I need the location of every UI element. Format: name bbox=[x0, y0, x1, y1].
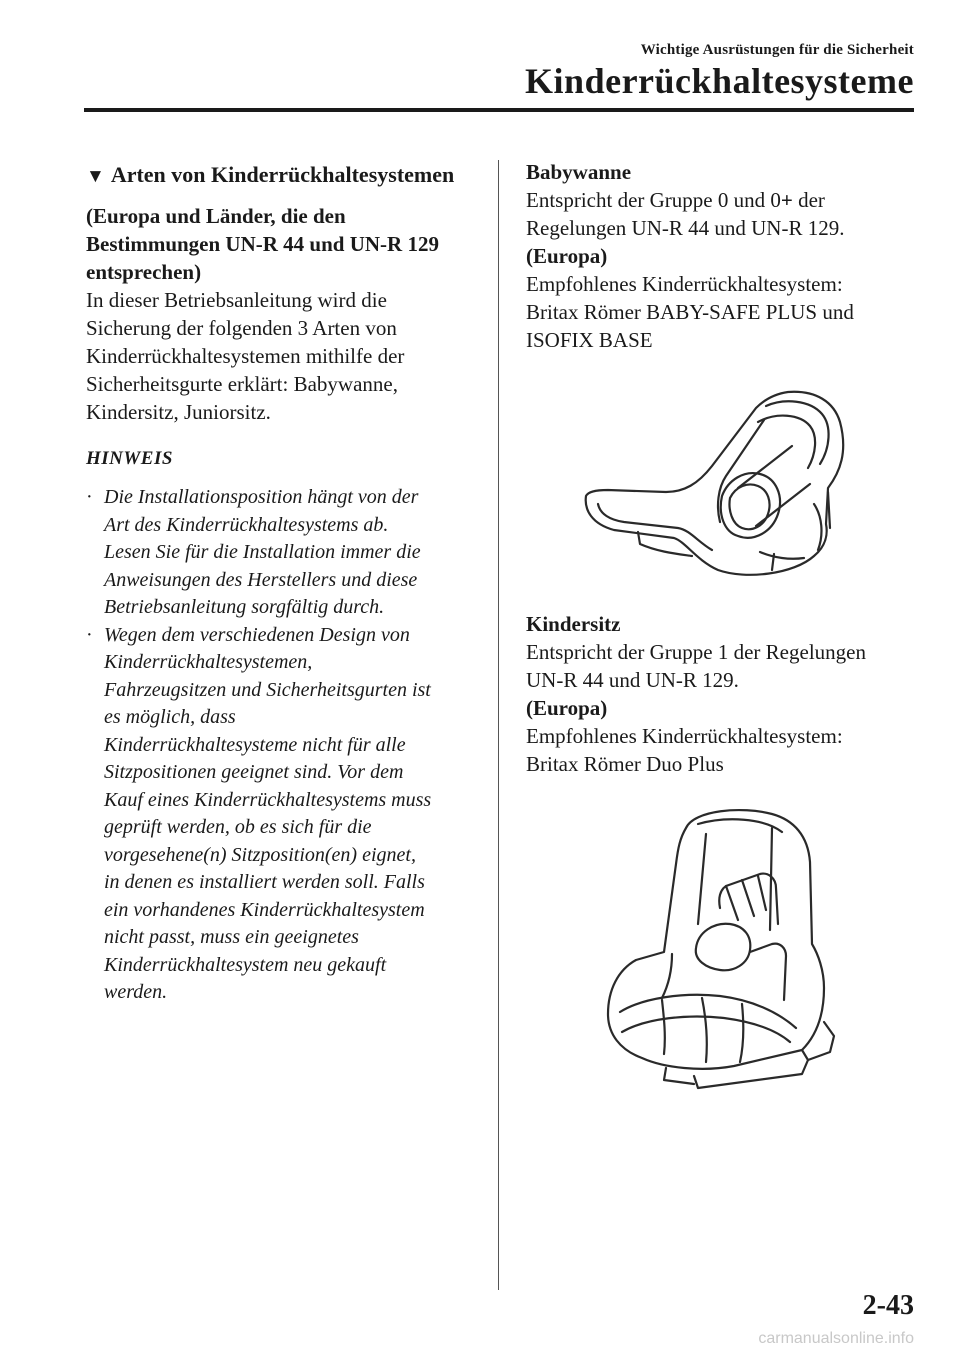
note-line: Lesen Sie für die Installation immer die bbox=[104, 541, 421, 563]
bullet-dot-icon: · bbox=[86, 623, 93, 646]
note-line: geprüft werden, ob es sich für die bbox=[104, 816, 372, 838]
page-number: 2-43 bbox=[862, 1290, 914, 1321]
column-divider bbox=[498, 160, 499, 1290]
region-heading bbox=[86, 202, 478, 286]
kindersitz-title: Kindersitz bbox=[526, 612, 621, 636]
note-line: Wegen dem verschiedenen Design von bbox=[104, 623, 410, 646]
note-line: Kinderrückhaltesysteme nicht für alle bbox=[104, 733, 406, 756]
note-label: HINWEIS bbox=[86, 448, 173, 469]
babywanne-recommendation bbox=[526, 270, 916, 354]
baby-carrier-illustration bbox=[578, 384, 868, 584]
note-line: Die Installationsposition hängt von der bbox=[104, 486, 419, 508]
note-line: Betriebsanleitung sorgfältig durch. bbox=[104, 596, 385, 618]
note-item bbox=[86, 484, 478, 622]
note-line: Kinderrückhaltesystem neu gekauft bbox=[104, 953, 387, 976]
babywanne-title: Babywanne bbox=[526, 160, 632, 184]
note-line: nicht passt, muss ein geeignetes bbox=[104, 926, 359, 948]
header-rule bbox=[84, 108, 914, 112]
note-line: Sitzpositionen geeignet sind. Vor dem bbox=[104, 761, 404, 783]
recommendation-line: Empfohlenes Kinderrückhaltesystem: bbox=[526, 272, 843, 296]
kindersitz-region: (Europa) bbox=[526, 696, 608, 720]
note-line: Fahrzeugsitzen und Sicherheitsgurten ist bbox=[104, 678, 431, 701]
header-subtitle: Wichtige Ausrüstungen für die Sicherheit bbox=[640, 42, 914, 58]
kindersitz-regulation-line: UN-R 44 und UN-R 129. bbox=[526, 668, 739, 692]
right-column bbox=[526, 158, 916, 1094]
intro-line: Kindersitz, Juniorsitz. bbox=[86, 400, 271, 424]
page-title: Kinderrückhaltesysteme bbox=[525, 61, 914, 101]
note-line: ein vorhandenes Kinderrückhaltesystem bbox=[104, 898, 425, 921]
plus-icon: + bbox=[780, 188, 793, 212]
left-column bbox=[86, 158, 478, 1007]
intro-line: In dieser Betriebsanleitung wird die bbox=[86, 288, 387, 312]
note-line: es möglich, dass bbox=[104, 706, 236, 728]
section-title bbox=[86, 158, 478, 194]
region-heading-line: Bestimmungen UN-R 44 und UN-R 129 bbox=[86, 232, 439, 256]
babywanne-group-text: Entspricht der Gruppe 0 und 0 bbox=[526, 188, 781, 212]
intro-line: Sicherheitsgurte erklärt: Babywanne, bbox=[86, 372, 398, 396]
note-line: Kinderrückhaltesystemen, bbox=[104, 651, 313, 673]
section-title-text: Arten von Kinderrückhaltesystemen bbox=[110, 162, 455, 187]
footer-watermark: carmanualsonline.info bbox=[758, 1330, 914, 1347]
note-item bbox=[86, 622, 478, 1007]
note-line: Art des Kinderrückhaltesystems ab. bbox=[104, 513, 389, 536]
intro-line: Kinderrückhaltesystemen mithilfe der bbox=[86, 344, 405, 368]
child-seat-illustration bbox=[602, 804, 842, 1094]
intro-paragraph bbox=[86, 286, 478, 426]
recommendation-line: Britax Römer BABY-SAFE PLUS und bbox=[526, 300, 854, 324]
recommendation-line: Britax Römer Duo Plus bbox=[526, 752, 724, 776]
note-line: werden. bbox=[104, 981, 168, 1003]
region-heading-line: (Europa und Länder, die den bbox=[86, 204, 346, 228]
note-line: in denen es installiert werden soll. Falls bbox=[104, 871, 425, 893]
babywanne-regulation-line: Regelungen UN-R 44 und UN-R 129. bbox=[526, 216, 845, 240]
triangle-down-icon: ▼ bbox=[86, 166, 105, 187]
recommendation-line: ISOFIX BASE bbox=[526, 328, 653, 352]
kindersitz-group-line: Entspricht der Gruppe 1 der Regelungen bbox=[526, 640, 866, 664]
note-line: vorgesehene(n) Sitzposition(en) eignet, bbox=[104, 843, 416, 866]
recommendation-line: Empfohlenes Kinderrückhaltesystem: bbox=[526, 724, 843, 748]
kindersitz-recommendation bbox=[526, 722, 916, 778]
babywanne-region: (Europa) bbox=[526, 244, 608, 268]
babywanne-group-suffix: der bbox=[792, 188, 825, 212]
note-line: Anweisungen des Herstellers und diese bbox=[104, 568, 418, 591]
intro-line: Sicherung der folgenden 3 Arten von bbox=[86, 316, 397, 340]
babywanne-group-line bbox=[526, 186, 916, 214]
note-line: Kauf eines Kinderrückhaltesystems muss bbox=[104, 788, 432, 811]
bullet-dot-icon: · bbox=[86, 486, 93, 508]
kindersitz-section bbox=[526, 610, 916, 1094]
note-list bbox=[86, 484, 478, 1007]
region-heading-line: entsprechen) bbox=[86, 260, 202, 284]
babywanne-section bbox=[526, 158, 916, 584]
